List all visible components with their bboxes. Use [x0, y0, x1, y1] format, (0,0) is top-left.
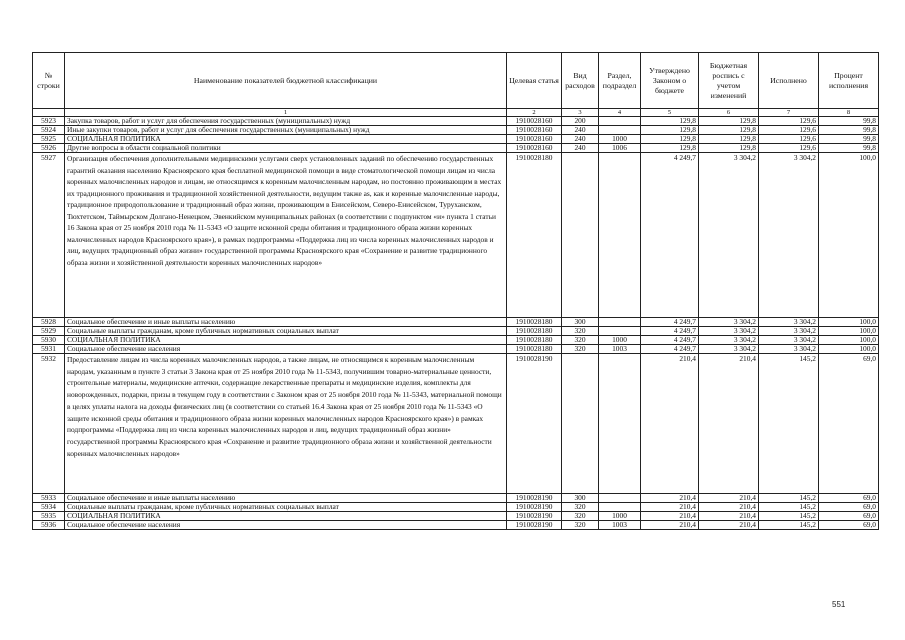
- table-row: [33, 521, 879, 530]
- row-target: 1910028190: [507, 521, 562, 530]
- row-percent: 100,0: [819, 327, 879, 336]
- row-name: Социальное обеспечение населения: [65, 521, 507, 530]
- row-section: [599, 503, 641, 512]
- row-budget: 3 304,2: [699, 327, 759, 336]
- row-name: Социальное обеспечение населения: [65, 345, 507, 354]
- row-target: 1910028160: [507, 126, 562, 135]
- row-name: СОЦИАЛЬНАЯ ПОЛИТИКА: [65, 512, 507, 521]
- row-percent: 100,0: [819, 318, 879, 327]
- row-target: 1910028190: [507, 494, 562, 503]
- row-percent: 69,0: [819, 503, 879, 512]
- row-budget: 129,8: [699, 117, 759, 126]
- row-target: 1910028180: [507, 336, 562, 345]
- row-name: СОЦИАЛЬНАЯ ПОЛИТИКА: [65, 135, 507, 144]
- table-row: [33, 336, 879, 345]
- row-name: Иные закупки товаров, работ и услуг для обеспечения государственных (муниципальных) нужд: [65, 126, 507, 135]
- header-expense-type: Вид расходов: [562, 53, 599, 109]
- row-number: 5929: [33, 327, 65, 336]
- table-row: [33, 117, 879, 126]
- row-type: 240: [562, 135, 599, 144]
- table-row: [33, 512, 879, 521]
- header-percent: Процент исполнения: [819, 53, 879, 109]
- row-executed: 145,2: [759, 521, 819, 530]
- row-number: 5927: [33, 153, 65, 318]
- column-number-row: [33, 109, 879, 117]
- row-name: Социальное обеспечение и иные выплаты населению: [65, 494, 507, 503]
- column-number: 4: [599, 109, 641, 117]
- row-section: [599, 117, 641, 126]
- row-section: 1006: [599, 144, 641, 153]
- row-target: 1910028160: [507, 144, 562, 153]
- row-percent: 99,8: [819, 135, 879, 144]
- row-number: 5924: [33, 126, 65, 135]
- row-approved: 210,4: [641, 512, 699, 521]
- table-row: [33, 503, 879, 512]
- table-row: [33, 345, 879, 354]
- column-number: 3: [562, 109, 599, 117]
- row-executed: 129,6: [759, 135, 819, 144]
- row-budget: 3 304,2: [699, 318, 759, 327]
- row-approved: 4 249,7: [641, 336, 699, 345]
- header-row: [33, 53, 879, 109]
- row-approved: 4 249,7: [641, 153, 699, 318]
- row-target: 1910028180: [507, 153, 562, 318]
- row-approved: 129,8: [641, 144, 699, 153]
- row-section: 1000: [599, 336, 641, 345]
- header-target: Целевая статья: [507, 53, 562, 109]
- row-number: 5936: [33, 521, 65, 530]
- row-percent: 100,0: [819, 153, 879, 318]
- row-percent: 100,0: [819, 345, 879, 354]
- table-row: [33, 354, 879, 494]
- row-executed: 145,2: [759, 494, 819, 503]
- row-type: [562, 354, 599, 494]
- row-budget: 129,8: [699, 144, 759, 153]
- table-row: [33, 153, 879, 318]
- row-executed: 145,2: [759, 354, 819, 494]
- table-row: [33, 318, 879, 327]
- row-percent: 69,0: [819, 494, 879, 503]
- row-executed: 129,6: [759, 126, 819, 135]
- row-percent: 99,8: [819, 117, 879, 126]
- table-row: [33, 126, 879, 135]
- row-budget: 210,4: [699, 354, 759, 494]
- row-name: СОЦИАЛЬНАЯ ПОЛИТИКА: [65, 336, 507, 345]
- row-section: [599, 327, 641, 336]
- row-section: [599, 153, 641, 318]
- table-row: [33, 494, 879, 503]
- row-name: Другие вопросы в области социальной политики: [65, 144, 507, 153]
- row-executed: 3 304,2: [759, 318, 819, 327]
- row-name: Закупка товаров, работ и услуг для обеспечения государственных (муниципальных) нужд: [65, 117, 507, 126]
- row-approved: 4 249,7: [641, 345, 699, 354]
- row-number: 5923: [33, 117, 65, 126]
- row-section: 1003: [599, 345, 641, 354]
- row-target: 1910028190: [507, 512, 562, 521]
- column-number: 8: [819, 109, 879, 117]
- row-approved: 129,8: [641, 135, 699, 144]
- table-row: [33, 144, 879, 153]
- row-approved: 210,4: [641, 521, 699, 530]
- row-target: 1910028190: [507, 503, 562, 512]
- row-approved: 210,4: [641, 354, 699, 494]
- row-type: 320: [562, 512, 599, 521]
- row-number: 5931: [33, 345, 65, 354]
- row-target: 1910028160: [507, 117, 562, 126]
- row-section: [599, 126, 641, 135]
- row-approved: 4 249,7: [641, 318, 699, 327]
- row-target: 1910028190: [507, 354, 562, 494]
- row-name: Социальные выплаты гражданам, кроме публичных нормативных социальных выплат: [65, 503, 507, 512]
- row-target: 1910028180: [507, 345, 562, 354]
- row-budget: 210,4: [699, 503, 759, 512]
- budget-table: [32, 52, 879, 530]
- row-type: 320: [562, 336, 599, 345]
- column-number: 2: [507, 109, 562, 117]
- row-name: Социальное обеспечение и иные выплаты населению: [65, 318, 507, 327]
- row-type: 240: [562, 144, 599, 153]
- column-number: 1: [65, 109, 507, 117]
- row-budget: 210,4: [699, 512, 759, 521]
- row-number: 5928: [33, 318, 65, 327]
- column-number: 6: [699, 109, 759, 117]
- row-target: 1910028180: [507, 318, 562, 327]
- row-approved: 129,8: [641, 126, 699, 135]
- row-type: 320: [562, 327, 599, 336]
- header-executed: Исполнено: [759, 53, 819, 109]
- row-type: 320: [562, 503, 599, 512]
- row-percent: 69,0: [819, 512, 879, 521]
- row-approved: 129,8: [641, 117, 699, 126]
- row-executed: 145,2: [759, 512, 819, 521]
- row-type: 200: [562, 117, 599, 126]
- header-budget-list: Бюджетная роспись с учетом изменений: [699, 53, 759, 109]
- row-approved: 210,4: [641, 494, 699, 503]
- table-row: [33, 327, 879, 336]
- header-approved: Утверждено Законом о бюджете: [641, 53, 699, 109]
- row-section: 1003: [599, 521, 641, 530]
- row-executed: 3 304,2: [759, 153, 819, 318]
- row-number: 5932: [33, 354, 65, 494]
- row-name: Организация обеспечения дополнительными медицинскими услугами сверх установленных заданий по обеспечению государственных гарантий оказания населению Красноярского края бесплатной медицинской помощи в виде стоматологической помощи лицам из числа коренных малочисленных народов и лицам, не относящимся к коренным малочисленным народам, но постоянно проживающим в местах их традиционного проживания и традиционной хозяйственной деятельности, ведущим также as, как и коренные малочисленные народы, традиционное природопользование и традиционный образ жизни, проживающим в Енисейском, Северо-Енисейском, Туруханском, Тюхтетском, Таймырском Долгано-Ненецком, Эвенкийском муниципальных районах (в соответствии с подпунктом «и» пункта 1 статьи 16 Закона края от 25 ноября 2010 года № 11-5343 «О защите исконной среды обитания и традиционного образа жизни коренных малочисленных народов Красноярского края»), в рамках подпрограммы «Поддержка лиц из числа коренных малочисленных народов и лиц, ведущих традиционный образ жизни» государственной программы Красноярского края «Сохранение и развитие традиционного образа жизни и хозяйственной деятельности коренных малочисленных народов»: [65, 153, 507, 318]
- row-type: 300: [562, 494, 599, 503]
- column-number: 5: [641, 109, 699, 117]
- row-type: 300: [562, 318, 599, 327]
- table-row: [33, 135, 879, 144]
- row-percent: 69,0: [819, 521, 879, 530]
- header-row-no: № строки: [33, 53, 65, 109]
- row-name: Социальные выплаты гражданам, кроме публичных нормативных социальных выплат: [65, 327, 507, 336]
- row-number: 5925: [33, 135, 65, 144]
- row-percent: 99,8: [819, 126, 879, 135]
- row-executed: 129,6: [759, 144, 819, 153]
- row-name: Предоставление лицам из числа коренных малочисленных народов, а также лицам, не относящимся к коренным малочисленным народам, указанным в пункте 3 статьи 3 Закона края от 25 ноября 2010 года № 11-5343, получившим товарно-материальные ценности, строительные материалы, медицинские аптечки, содержащие лекарственные препараты и медицинские изделия, комплекты для новорожденных, подарки, призы в текущем году в соответствии с Законом края от 25 ноября 2010 года № 11-5343, материальной помощи в целях уплаты налога на доходы физических лиц (в соответствии со статьей 16.4 Закона края от 25 ноября 2010 года № 11-5343 «О защите исконной среды обитания и традиционного образа жизни коренных малочисленных народов Красноярского края») в рамках подпрограммы «Поддержка лиц из числа коренных малочисленных народов и лиц, ведущих традиционный образ жизни» государственной программы Красноярского края «Сохранение и развитие традиционного образа жизни и хозяйственной деятельности коренных малочисленных народов»: [65, 354, 507, 494]
- row-target: 1910028180: [507, 327, 562, 336]
- row-type: [562, 153, 599, 318]
- row-executed: 129,6: [759, 117, 819, 126]
- row-target: 1910028160: [507, 135, 562, 144]
- row-number: 5930: [33, 336, 65, 345]
- row-budget: 3 304,2: [699, 153, 759, 318]
- row-section: [599, 354, 641, 494]
- row-budget: 129,8: [699, 135, 759, 144]
- row-executed: 3 304,2: [759, 327, 819, 336]
- row-executed: 3 304,2: [759, 336, 819, 345]
- header-section: Раздел, подраздел: [599, 53, 641, 109]
- row-executed: 3 304,2: [759, 345, 819, 354]
- row-percent: 99,8: [819, 144, 879, 153]
- row-percent: 69,0: [819, 354, 879, 494]
- row-budget: 3 304,2: [699, 336, 759, 345]
- row-percent: 100,0: [819, 336, 879, 345]
- row-type: 240: [562, 126, 599, 135]
- row-number: 5935: [33, 512, 65, 521]
- row-approved: 4 249,7: [641, 327, 699, 336]
- column-number: [33, 109, 65, 117]
- row-type: 320: [562, 521, 599, 530]
- row-number: 5926: [33, 144, 65, 153]
- row-executed: 145,2: [759, 503, 819, 512]
- header-name: Наименование показателей бюджетной классификации: [65, 53, 507, 109]
- row-budget: 129,8: [699, 126, 759, 135]
- row-section: [599, 318, 641, 327]
- row-approved: 210,4: [641, 503, 699, 512]
- row-budget: 210,4: [699, 494, 759, 503]
- row-number: 5934: [33, 503, 65, 512]
- row-budget: 3 304,2: [699, 345, 759, 354]
- column-number: 7: [759, 109, 819, 117]
- row-section: [599, 494, 641, 503]
- row-budget: 210,4: [699, 521, 759, 530]
- row-number: 5933: [33, 494, 65, 503]
- row-section: 1000: [599, 512, 641, 521]
- page-number: 551: [832, 600, 846, 609]
- row-type: 320: [562, 345, 599, 354]
- row-section: 1000: [599, 135, 641, 144]
